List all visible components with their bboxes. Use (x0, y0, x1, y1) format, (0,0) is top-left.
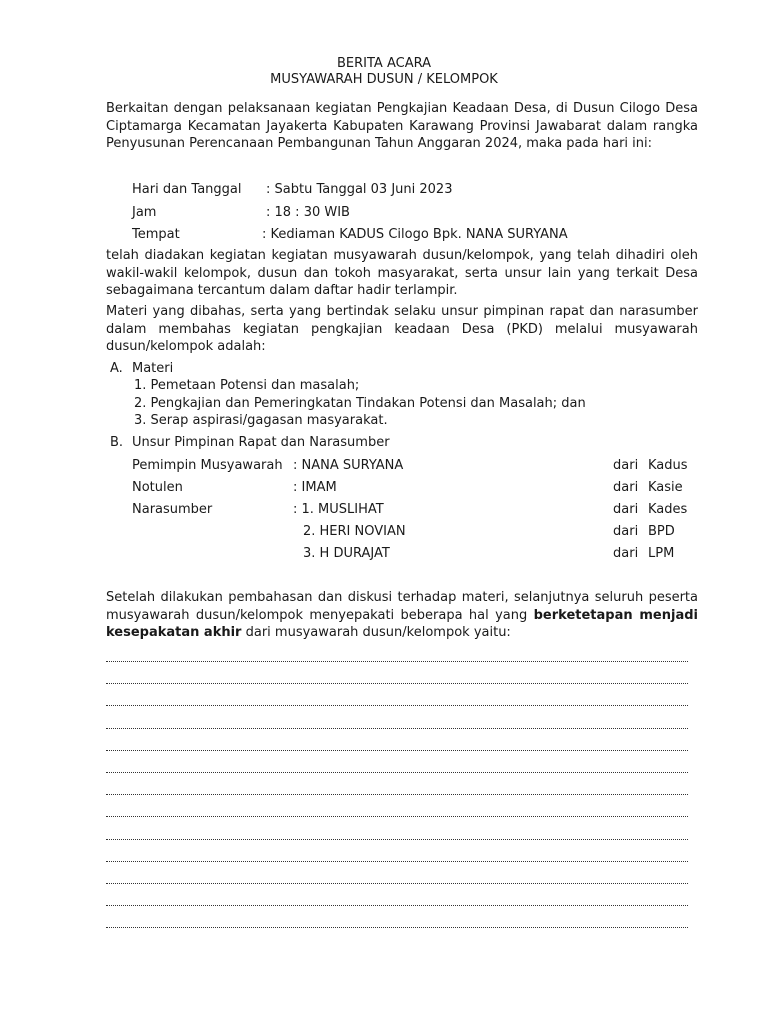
time-value: : 18 : 30 WIB (266, 205, 350, 220)
participant-from: dari (613, 480, 639, 495)
day-label: Hari dan Tanggal (132, 182, 242, 197)
participant-name: 3. H DURAJAT (303, 546, 390, 561)
closing-emphasis: berketetapan menjadi kesepakatan akhir (106, 607, 698, 640)
place-value: : Kediaman KADUS Cilogo Bpk. NANA SURYANA (262, 227, 568, 242)
dotted-line (106, 725, 688, 729)
dotted-line (106, 836, 688, 840)
closing-paragraph (106, 589, 698, 642)
dotted-line (106, 702, 688, 706)
participant-role: Narasumber (132, 502, 213, 517)
intro-paragraph: Berkaitan dengan pelaksanaan kegiatan Pengkajian Keadaan Desa, di Dusun Cilogo Desa Ciptamarga Kecamatan Jayakerta Kabupaten Karawang Provinsi Jawabarat dalam rangka Penyusunan Perencanaan Pembangunan Tahun Anggaran 2024, maka pada hari ini: (106, 101, 698, 151)
materi-item: 1. Pemetaan Potensi dan masalah; (134, 378, 360, 393)
participant-from: dari (613, 458, 639, 473)
participant-org: BPD (648, 524, 675, 539)
time-label: Jam (132, 205, 157, 220)
day-value: : Sabtu Tanggal 03 Juni 2023 (266, 182, 453, 197)
participant-from: dari (613, 546, 639, 561)
dotted-line (106, 902, 688, 906)
participant-name: : IMAM (293, 480, 337, 495)
materi-item: 3. Serap aspirasi/gagasan masyarakat. (134, 413, 388, 428)
attendance-paragraph: telah diadakan kegiatan kegiatan musyawarah dusun/kelompok, yang telah dihadiri oleh wakil-wakil kelompok, dusun dan tokoh masyarakat, serta unsur lain yang terkait Desa sebagaimana tercantum dalam daftar hadir terlampir. (106, 248, 698, 298)
place-label: Tempat (132, 227, 180, 242)
participant-org: LPM (648, 546, 675, 561)
participant-from: dari (613, 524, 639, 539)
participant-org: Kasie (648, 480, 683, 495)
dotted-line (106, 813, 688, 817)
doc-subtitle: MUSYAWARAH DUSUN / KELOMPOK (270, 72, 498, 87)
closing-text-end: dari musyawarah dusun/kelompok yaitu: (241, 625, 511, 640)
participant-org: Kadus (648, 458, 688, 473)
dotted-line (106, 769, 688, 773)
section-a-heading: Materi (132, 361, 174, 376)
participant-name: : NANA SURYANA (293, 458, 404, 473)
closing-text: Setelah dilakukan pembahasan dan diskusi terhadap materi, selanjutnya seluruh peserta musyawarah dusun/kelompok menyepakati beberapa hal yang (106, 590, 698, 623)
participant-name: : 1. MUSLIHAT (293, 502, 384, 517)
dotted-line (106, 858, 688, 862)
scope-paragraph: Materi yang dibahas, serta yang bertindak selaku unsur pimpinan rapat dan narasumber dalam membahas kegiatan pengkajian keadaan Desa (PKD) melalui musyawarah dusun/kelompok adalah: (106, 304, 698, 354)
participant-role: Notulen (132, 480, 183, 495)
dotted-line (106, 747, 688, 751)
section-b-marker: B. (110, 435, 124, 450)
dotted-line (106, 880, 688, 884)
section-b-heading: Unsur Pimpinan Rapat dan Narasumber (132, 435, 390, 450)
dotted-line (106, 791, 688, 795)
dotted-line (106, 924, 688, 928)
dotted-line (106, 658, 688, 662)
doc-title: BERITA ACARA (337, 56, 431, 71)
participant-from: dari (613, 502, 639, 517)
materi-item: 2. Pengkajian dan Pemeringkatan Tindakan Potensi dan Masalah; dan (134, 396, 586, 411)
participant-org: Kades (648, 502, 688, 517)
participant-role: Pemimpin Musyawarah (132, 458, 283, 473)
section-a-marker: A. (110, 361, 123, 376)
participant-name: 2. HERI NOVIAN (303, 524, 406, 539)
dotted-line (106, 680, 688, 684)
